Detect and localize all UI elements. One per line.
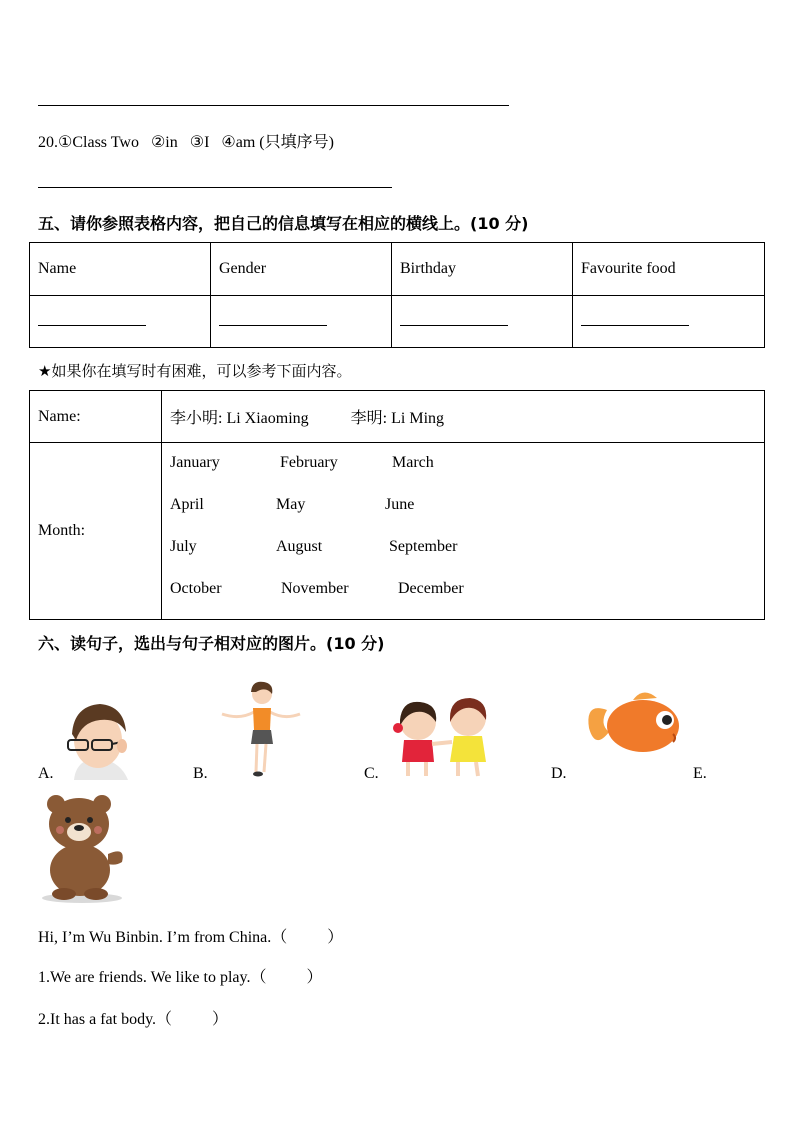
month: January [170, 454, 220, 471]
name-values [162, 391, 765, 443]
month: February [280, 454, 338, 471]
section-6-heading: 六、读句子，选出与句子相对应的图片。(10 分) [38, 634, 385, 653]
blank-birthday[interactable] [392, 296, 573, 348]
header-birthday: Birthday [392, 243, 573, 296]
name-value-1: 李小明: Li Xiaoming [170, 410, 309, 427]
answer-line-top[interactable] [38, 105, 509, 106]
month-grid [170, 446, 756, 616]
info-table [29, 242, 765, 348]
option-c: C. [364, 765, 379, 782]
blank-name[interactable] [30, 296, 211, 348]
month: October [170, 580, 222, 597]
month: August [276, 538, 323, 555]
sentence-1: 1.We are friends. We like to play.（ ） [38, 969, 323, 986]
reference-table [29, 390, 765, 620]
month: April [170, 496, 204, 513]
bear-picture [38, 794, 128, 904]
section-5-heading: 五、请你参照表格内容，把自己的信息填写在相应的横线上。(10 分) [38, 214, 529, 233]
month: July [170, 538, 197, 555]
month: November [281, 580, 349, 597]
boy-picture [60, 700, 132, 780]
month: June [385, 496, 415, 513]
hint-text: ★如果你在填写时有困难，可以参考下面内容。 [38, 362, 352, 380]
blank-favourite-food[interactable] [573, 296, 765, 348]
header-favourite-food: Favourite food [573, 243, 765, 296]
sentence-2: 2.It has a fat body.（ ） [38, 1011, 229, 1028]
friends-picture [388, 696, 496, 780]
month: December [398, 580, 464, 597]
option-a: A. [38, 765, 54, 782]
month-label: Month: [30, 443, 162, 620]
answer-line-q20[interactable] [38, 187, 392, 188]
name-value-2: 李明: Li Ming [350, 410, 445, 427]
sentence-example: Hi, I’m Wu Binbin. I’m from China.（ ） [38, 929, 344, 946]
goldfish-picture [585, 688, 687, 758]
header-name: Name [30, 243, 211, 296]
month-cell [162, 443, 765, 620]
name-label: Name: [30, 391, 162, 443]
option-b: B. [193, 765, 208, 782]
option-e: E. [693, 765, 707, 782]
dancing-girl-picture [220, 680, 302, 778]
month: March [392, 454, 434, 471]
blank-gender[interactable] [211, 296, 392, 348]
month: September [389, 538, 458, 555]
question-20: 20.①Class Two ②in ③I ④am (只填序号) [38, 134, 334, 151]
header-gender: Gender [211, 243, 392, 296]
option-d: D. [551, 765, 567, 782]
month: May [276, 496, 306, 513]
